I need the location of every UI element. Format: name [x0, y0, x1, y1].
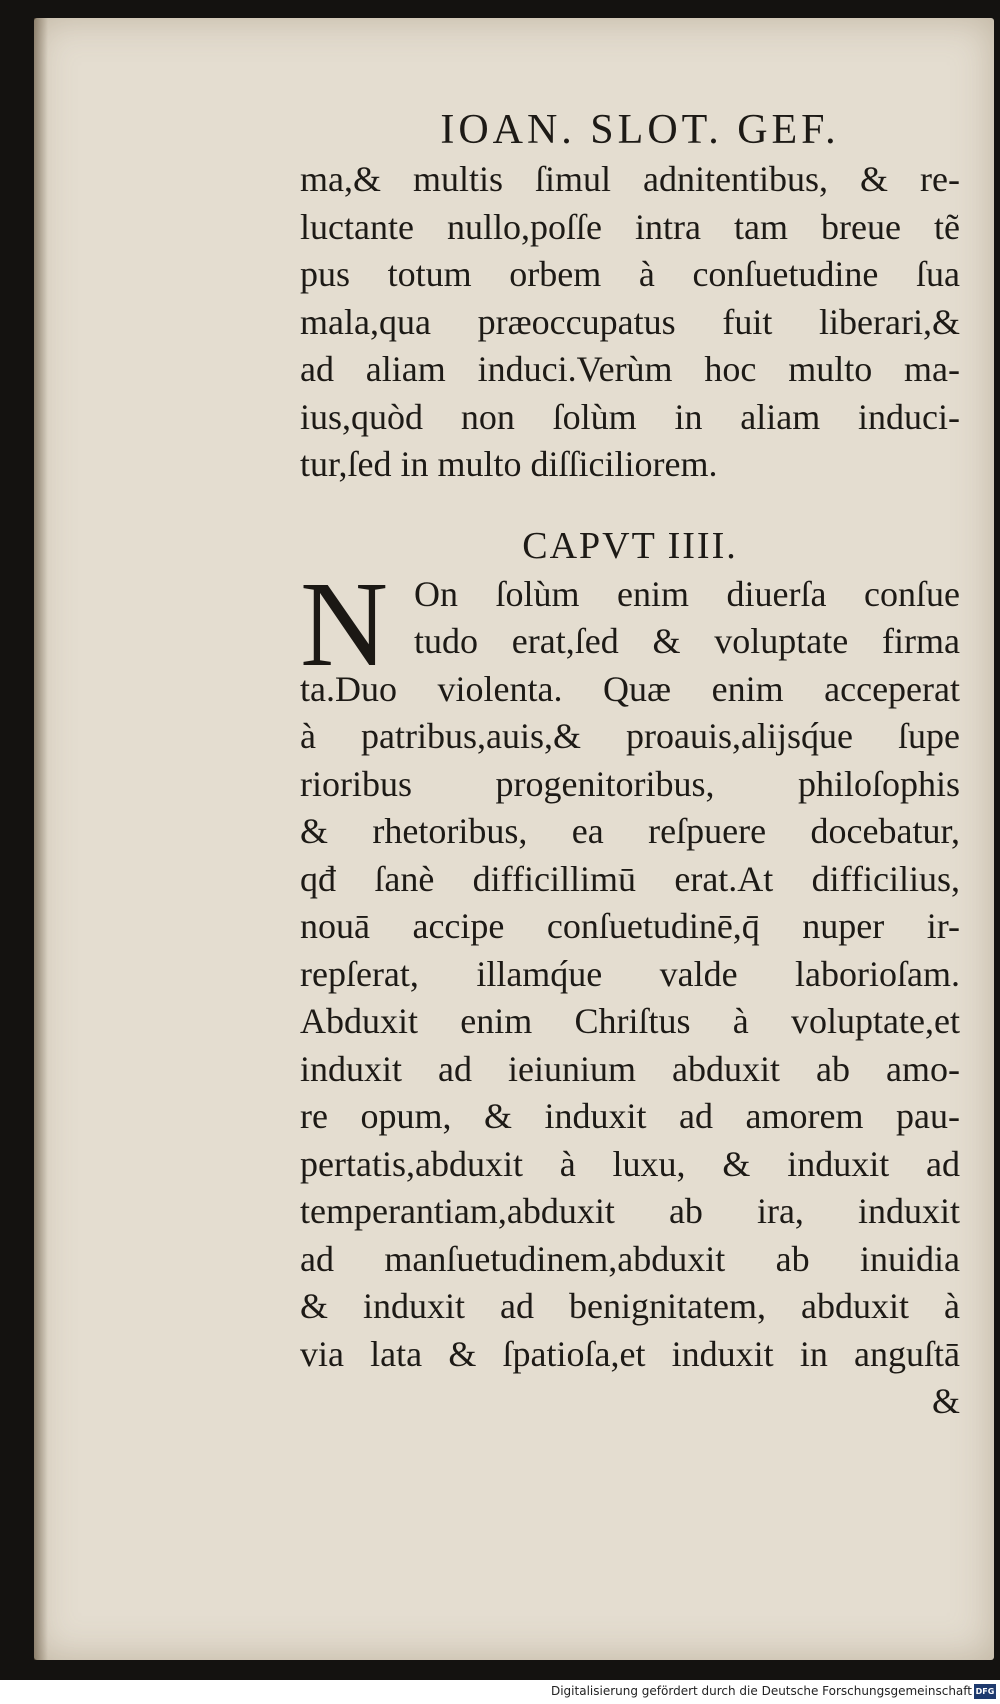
text-line: re opum, & induxit ad amorem pau- [300, 1096, 960, 1136]
chapter-heading: CAPVT IIII. [522, 524, 738, 567]
text-line: pertatis,abduxit à luxu, & induxit ad [300, 1143, 960, 1184]
digitization-credit: Digitalisierung gefördert durch die Deutsche Forschungsgemeinschaft [550, 1684, 972, 1698]
text-block [300, 108, 960, 1426]
text-line: ius,quòd non ſolùm in aliam induci- [300, 396, 960, 437]
catchword: & [931, 1381, 960, 1421]
text-line: On ſolùm enim diuerſa conſue [414, 573, 960, 614]
text-line: tur,ſed in multo diſſiciliorem. [300, 444, 718, 484]
drop-cap: N [300, 556, 389, 692]
text-line: tudo erat,ſed & voluptate firma [414, 621, 960, 661]
text-line: via lata & ſpatioſa,et induxit in anguſtā [300, 1333, 960, 1374]
top-paragraph [300, 156, 960, 489]
text-line: mala,qua præoccupatus fuit liberari,& [300, 301, 960, 342]
text-line: luctante nullo,poſſe intra tam breue tẽ [300, 206, 960, 247]
text-line: ma,& multis ſimul adnitentibus, & re- [300, 159, 960, 199]
text-line: & rhetoribus, ea reſpuere docebatur, [300, 811, 960, 851]
text-line: à patribus,auis,& proauis,alijsq́ue ſupe [300, 716, 960, 756]
running-head: IOAN. SLOT. GEF. [440, 107, 840, 153]
text-line: & induxit ad benignitatem, abduxit à [300, 1286, 960, 1326]
text-line: ta.Duo violenta. Quæ enim acceperat [300, 668, 960, 709]
chapter-paragraph [300, 556, 960, 1426]
text-line: temperantiam,abduxit ab ira, induxit [300, 1191, 960, 1231]
page-gutter-shadow [34, 18, 48, 1660]
text-line: ad aliam induci.Verùm hoc multo ma- [300, 349, 960, 389]
text-line: nouā accipe conſuetudinē,q̄ nuper ir- [300, 906, 960, 946]
text-line: ad manſuetudinem,abduxit ab inuidia [300, 1238, 960, 1279]
text-line: pus totum orbem à conſuetudine ſua [300, 254, 960, 294]
text-line: qđ ſanè difficillimū erat.At difficilius, [300, 858, 960, 899]
text-line: induxit ad ieiunium abduxit ab amo- [300, 1048, 960, 1089]
text-line: rioribus progenitoribus, philoſophis [300, 763, 960, 804]
text-line: Abduxit enim Chriſtus à voluptate,et [300, 1001, 960, 1041]
dfg-logo: DFG [974, 1684, 996, 1699]
text-line: repſerat, illamq́ue valde laborioſam. [300, 953, 960, 994]
